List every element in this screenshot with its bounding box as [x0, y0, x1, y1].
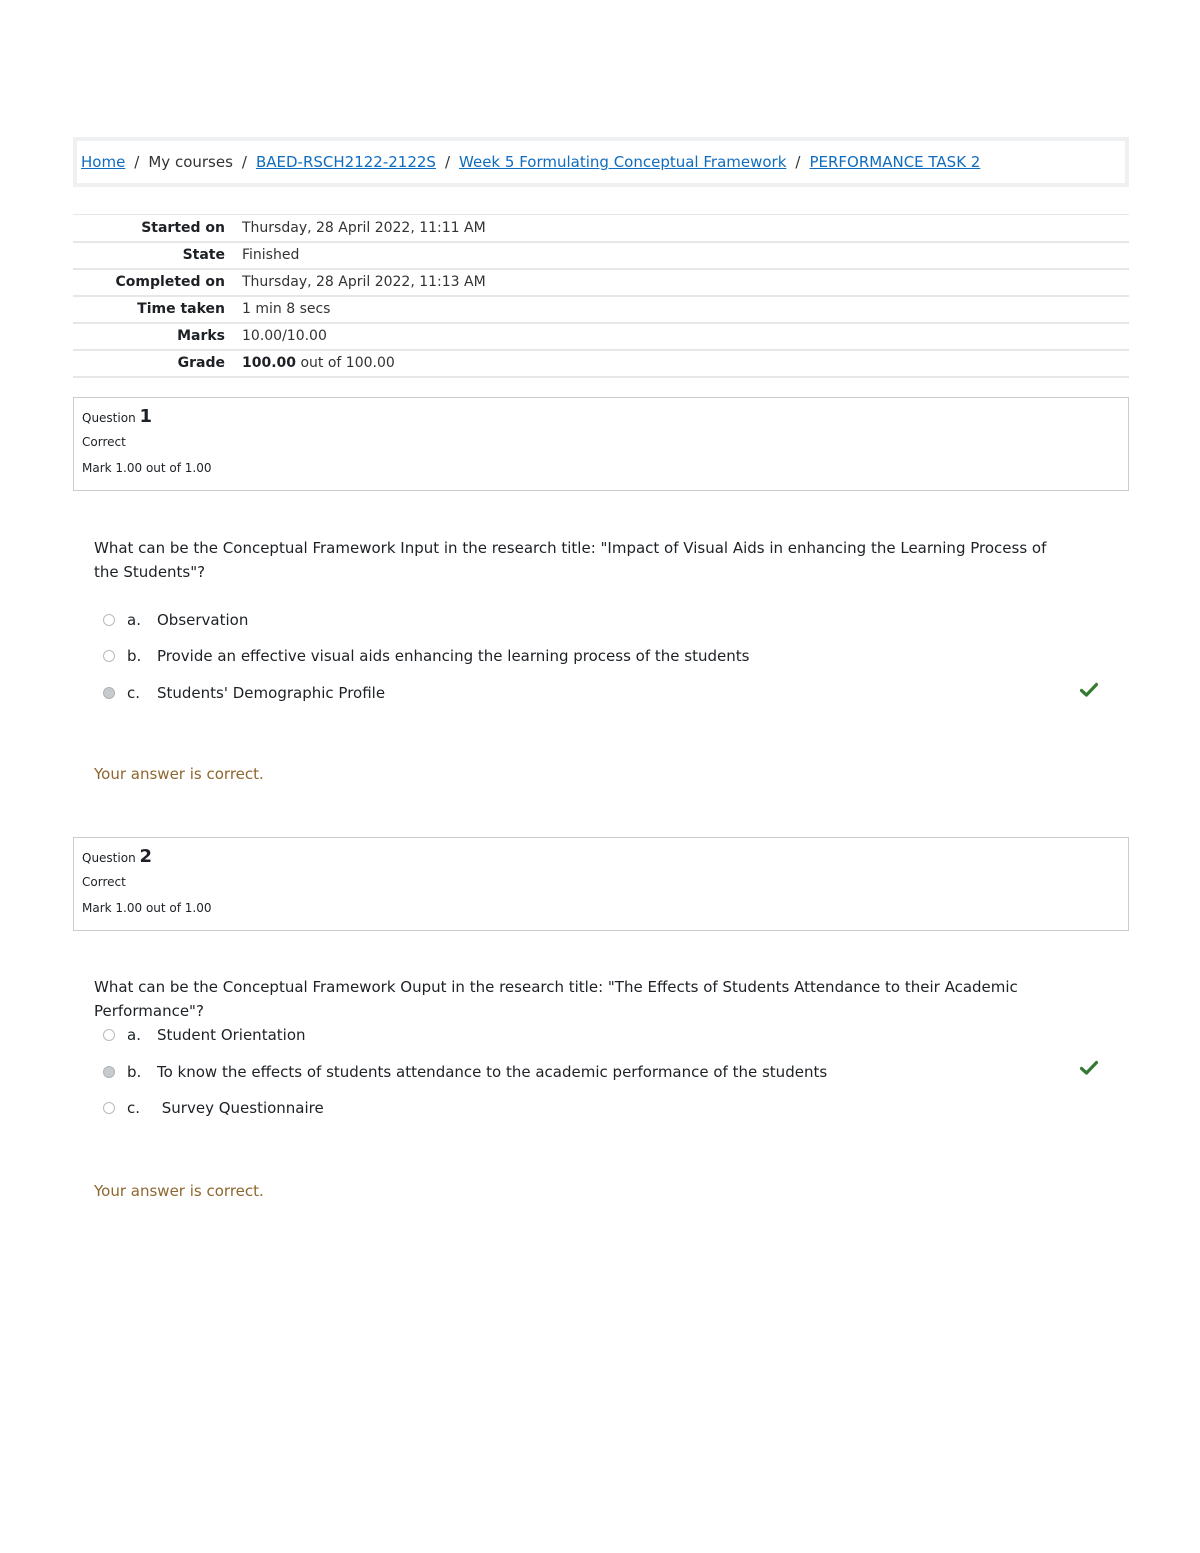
question-mark: Mark 1.00 out of 1.00 — [82, 461, 212, 475]
answer-letter: a. — [127, 1026, 141, 1044]
radio-button[interactable] — [103, 1102, 115, 1114]
question-number: 1 — [139, 406, 153, 427]
grade-value: 100.00 — [242, 355, 297, 371]
state-label: State — [182, 247, 225, 263]
answer-option-1c[interactable] — [103, 680, 1103, 706]
summary-row-completed — [73, 269, 1129, 296]
breadcrumb — [73, 137, 1129, 187]
radio-button-selected[interactable] — [103, 1066, 115, 1078]
answer-text: Survey Questionnaire — [157, 1099, 324, 1117]
summary-row-grade — [73, 350, 1129, 377]
radio-button[interactable] — [103, 614, 115, 626]
question-text-1: What can be the Conceptual Framework Input in the research title: "Impact of Visual Aids in enhancing the Learning Process of the Students"? — [94, 539, 1047, 581]
question-label: Question — [82, 851, 136, 865]
answer-letter: b. — [127, 1063, 142, 1081]
answer-option-2b[interactable] — [103, 1059, 1103, 1085]
breadcrumb-task-link[interactable]: PERFORMANCE TASK 2 — [809, 153, 981, 171]
grade-suffix: out of 100.00 — [300, 355, 395, 371]
breadcrumb-separator: / — [795, 153, 801, 171]
state-value: Finished — [242, 247, 300, 263]
marks-label: Marks — [177, 328, 225, 344]
time-taken-label: Time taken — [137, 301, 225, 317]
started-on-value: Thursday, 28 April 2022, 11:11 AM — [242, 219, 486, 236]
answer-text: Observation — [157, 611, 249, 629]
breadcrumb-separator: / — [444, 153, 451, 171]
answer-option-1b[interactable] — [103, 643, 1103, 669]
breadcrumb-separator: / — [241, 153, 247, 171]
question-status: Correct — [82, 875, 126, 889]
question-info-1 — [73, 397, 1129, 491]
attempt-summary-table — [73, 214, 1129, 378]
breadcrumb-home-link[interactable]: Home — [81, 153, 126, 171]
radio-button[interactable] — [103, 650, 115, 662]
started-on-label: Started on — [141, 219, 225, 236]
completed-on-label: Completed on — [115, 274, 225, 290]
answer-option-1a[interactable] — [103, 607, 1103, 633]
answer-letter: b. — [127, 647, 142, 665]
grade-cell — [242, 350, 1129, 377]
feedback-text-2: Your answer is correct. — [94, 1182, 264, 1200]
question-status: Correct — [82, 435, 126, 449]
question-label: Question — [82, 411, 136, 425]
grade-label: Grade — [177, 355, 225, 371]
summary-row-state — [73, 242, 1129, 269]
time-taken-value: 1 min 8 secs — [242, 301, 331, 317]
radio-button[interactable] — [103, 1029, 115, 1041]
feedback-text-1: Your answer is correct. — [94, 765, 264, 783]
answer-text: Provide an effective visual aids enhancing the learning process of the students — [157, 647, 750, 665]
answer-option-2c[interactable] — [103, 1095, 1103, 1121]
answer-option-2a[interactable] — [103, 1022, 1103, 1048]
answer-letter: c. — [127, 684, 141, 702]
answer-letter: a. — [127, 611, 141, 629]
check-icon — [1080, 1060, 1098, 1076]
answer-text: To know the effects of students attendance to the academic performance of the students — [157, 1063, 828, 1081]
summary-row-started — [73, 215, 1129, 242]
question-mark: Mark 1.00 out of 1.00 — [82, 901, 212, 915]
answer-text: Students' Demographic Profile — [157, 684, 386, 702]
answer-letter: c. — [127, 1099, 141, 1117]
summary-row-marks — [73, 323, 1129, 350]
breadcrumb-separator: / — [134, 153, 140, 171]
check-icon — [1080, 682, 1098, 698]
question-text-2: What can be the Conceptual Framework Ouput in the research title: "The Effects of Students Attendance to their Academic Performance"? — [94, 978, 1018, 1020]
completed-on-value: Thursday, 28 April 2022, 11:13 AM — [242, 274, 486, 290]
breadcrumb-week-link[interactable]: Week 5 Formulating Conceptual Framework — [459, 153, 787, 171]
summary-row-time — [73, 296, 1129, 323]
question-number: 2 — [139, 846, 153, 867]
marks-value: 10.00/10.00 — [242, 328, 327, 344]
question-info-2 — [73, 837, 1129, 931]
breadcrumb-my-courses: My courses — [148, 153, 233, 171]
answer-text: Student Orientation — [157, 1026, 306, 1044]
radio-button-selected[interactable] — [103, 687, 115, 699]
breadcrumb-course-link[interactable]: BAED-RSCH2122-2122S — [255, 153, 436, 171]
